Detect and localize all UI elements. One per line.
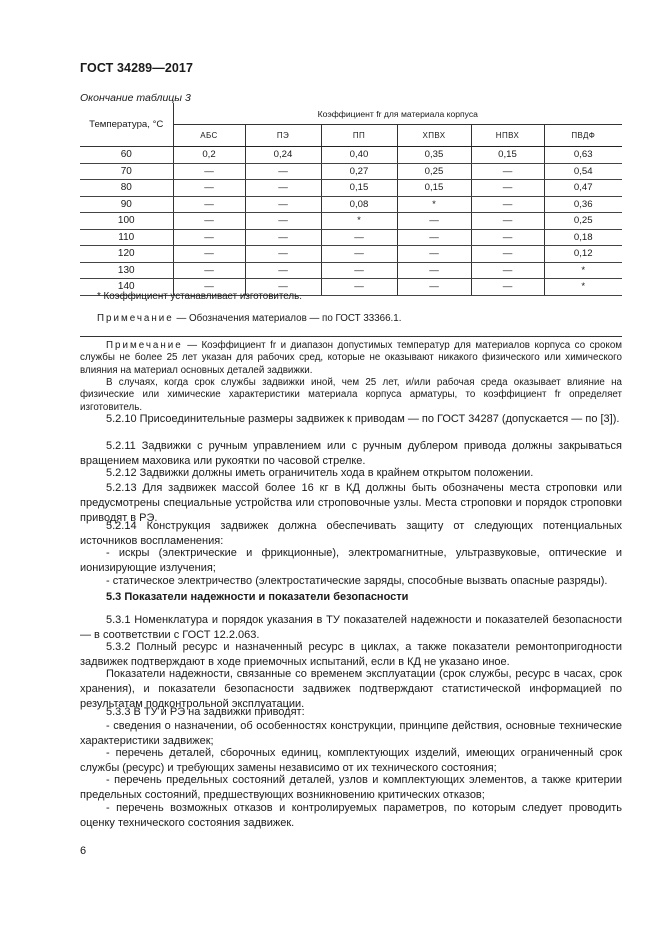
clause-5-3-1: 5.3.1 Номенклатура и порядок указания в ТУ показателей надежности и показателей безопасности — в соответствии с ГОСТ 12.2.063. (80, 614, 622, 641)
coefficient-cell: 0,25 (397, 163, 471, 180)
coefficient-column-header: Коэффициент fr для материала корпуса (173, 103, 622, 125)
material-header-cell: ПП (321, 125, 397, 147)
temperature-cell: 70 (80, 163, 173, 180)
page-number: 6 (80, 845, 87, 857)
coefficient-cell: 0,15 (397, 180, 471, 197)
temperature-cell: 90 (80, 196, 173, 213)
material-header-cell: ПЭ (245, 125, 321, 147)
temperature-cell: 60 (80, 147, 173, 164)
coefficient-cell: — (245, 262, 321, 279)
table-note-label: Примечание (97, 313, 174, 324)
table-row (80, 147, 622, 164)
coefficient-cell: — (397, 213, 471, 230)
coefficient-cell: — (245, 279, 321, 296)
coefficient-cell: 0,15 (471, 147, 544, 164)
table-row (80, 196, 622, 213)
coefficient-cell: — (471, 163, 544, 180)
coefficient-cell: * (397, 196, 471, 213)
coefficient-cell: — (471, 262, 544, 279)
coefficient-cell: 0,63 (544, 147, 622, 164)
coefficient-cell: — (321, 246, 397, 263)
coefficient-cell: 0,25 (544, 213, 622, 230)
table-row (80, 262, 622, 279)
coefficient-cell: 0,54 (544, 163, 622, 180)
note-1-text: — Коэффициент fr и диапазон допустимых температур для материалов корпуса со сроком службы не более 25 лет указан для рабочих сред, которые не оказывают никакого физического или химического влияния на материал основных деталей задвижки. (80, 340, 622, 376)
coefficient-cell: — (245, 229, 321, 246)
coefficient-cell: — (471, 180, 544, 197)
coefficient-cell: 0,27 (321, 163, 397, 180)
table-header-row (80, 103, 622, 125)
list-item: - статическое электричество (электростатические заряды, способные вызвать опасные разряды). (106, 575, 608, 587)
table-row (80, 180, 622, 197)
coefficient-cell: — (245, 213, 321, 230)
coefficient-cell: — (471, 246, 544, 263)
table-note-text: — Обозначения материалов — по ГОСТ 33366.1. (173, 313, 402, 324)
coefficient-cell: — (471, 196, 544, 213)
coefficient-cell: — (173, 196, 245, 213)
coefficient-cell: — (245, 196, 321, 213)
list-item: - перечень возможных отказов и контролируемых параметров, по которым следует проводить оценку технического состояния задвижек. (80, 802, 622, 829)
coefficient-cell: 0,47 (544, 180, 622, 197)
list-item: - перечень деталей, сборочных единиц, комплектующих изделий, имеющих ограниченный срок службы (ресурс) и требующих замены независимо от их технического состояния; (80, 747, 622, 774)
coefficient-cell: 0,24 (245, 147, 321, 164)
coefficient-cell: * (544, 262, 622, 279)
temperature-cell: 110 (80, 229, 173, 246)
table-notes (80, 287, 622, 337)
note-1 (80, 340, 622, 377)
temperature-column-header: Температура, °C (80, 103, 173, 147)
section-5-3-title: 5.3 Показатели надежности и показатели безопасности (106, 591, 409, 603)
coefficient-cell: — (397, 229, 471, 246)
coefficient-cell: — (397, 262, 471, 279)
table-row (80, 229, 622, 246)
table-footnote: * Коэффициент устанавливает изготовитель. (97, 291, 302, 302)
coefficient-cell: 0,35 (397, 147, 471, 164)
table-row (80, 246, 622, 263)
note-1-label: Примечание (106, 340, 183, 351)
coefficient-cell: 0,36 (544, 196, 622, 213)
table-body (80, 147, 622, 296)
coefficient-cell: — (173, 180, 245, 197)
clause-5-2-12: 5.2.12 Задвижки должны иметь ограничитель хода в крайнем открытом положении. (106, 467, 534, 479)
coefficient-cell: — (397, 279, 471, 296)
coefficient-cell: — (173, 246, 245, 263)
list-item: - сведения о назначении, об особенностях конструкции, принципе действия, основные технические характеристики задвижек; (80, 720, 622, 747)
coefficient-cell: — (173, 279, 245, 296)
coefficient-cell: — (397, 246, 471, 263)
coefficient-cell: — (321, 279, 397, 296)
clause-5-2-10: 5.2.10 Присоединительные размеры задвижек к приводам — по ГОСТ 34287 (допускается — по [3]). (106, 413, 620, 425)
coefficient-cell: 0,08 (321, 196, 397, 213)
clause-5-2-14: 5.2.14 Конструкция задвижек должна обеспечивать защиту от следующих потенциальных источников воспламенения: (80, 520, 622, 547)
table-row (80, 163, 622, 180)
coefficient-cell: — (471, 213, 544, 230)
table-row (80, 213, 622, 230)
temperature-cell: 80 (80, 180, 173, 197)
document-header: ГОСТ 34289—2017 (80, 61, 194, 75)
material-header-cell: НПВХ (471, 125, 544, 147)
coefficient-cell: 0,2 (173, 147, 245, 164)
reliability-paragraph: Показатели надежности, связанные со временем эксплуатации (срок службы, ресурс в часах, срок хранения), и показатели безопасности задвижек подтверждают статистической информацией по результатам подконтрольной эксплуатации. (80, 668, 622, 710)
list-item: - перечень предельных состояний деталей, узлов и комплектующих элементов, а также критерии предельных состояний, предшествующих возникновению критических отказов; (80, 774, 622, 801)
coefficient-cell: 0,18 (544, 229, 622, 246)
material-header-cell: ХПВХ (397, 125, 471, 147)
coefficient-cell: * (321, 213, 397, 230)
temperature-cell: 130 (80, 262, 173, 279)
table-note (97, 313, 401, 324)
coefficient-cell: — (471, 279, 544, 296)
coefficient-cell: — (245, 246, 321, 263)
note-2: В случаях, когда срок службы задвижки иной, чем 25 лет, и/или рабочая среда оказывает влияние на физические или химические характеристики материала корпуса арматуры, то коэффициент fr определяет изготовитель. (80, 377, 622, 413)
clause-5-2-13: 5.2.13 Для задвижек массой более 16 кг в КД должны быть обозначены места строповки или предусмотрены специальные устройства или строповочные узлы. Места строповки и порядок строповки приводят в РЭ. (80, 482, 622, 524)
clause-5-3-3: 5.3.3 В ТУ и РЭ на задвижки приводят: (106, 706, 305, 718)
coefficient-cell: * (544, 279, 622, 296)
coefficient-cell: — (173, 229, 245, 246)
table-caption: Окончание таблицы 3 (80, 92, 191, 104)
material-header-cell: АБС (173, 125, 245, 147)
coefficient-cell: 0,40 (321, 147, 397, 164)
coefficient-cell: — (245, 180, 321, 197)
coefficient-cell: — (471, 229, 544, 246)
coefficient-cell: — (321, 229, 397, 246)
clause-5-2-11: 5.2.11 Задвижки с ручным управлением или с ручным дублером привода должны закрываться вращением маховика или рукоятки по часовой стрелке. (80, 440, 622, 467)
temperature-cell: 120 (80, 246, 173, 263)
coefficient-cell: — (245, 163, 321, 180)
coefficient-cell: — (173, 262, 245, 279)
coefficient-table (80, 103, 622, 296)
list-item: - искры (электрические и фрикционные), электромагнитные, ультразвуковые, оптические и ионизирующие излучения; (80, 547, 622, 574)
temperature-cell: 140 (80, 279, 173, 296)
coefficient-cell: 0,15 (321, 180, 397, 197)
coefficient-cell: — (321, 262, 397, 279)
clause-5-3-2: 5.3.2 Полный ресурс и назначенный ресурс в циклах, а также показатели ремонтопригодности задвижек подтверждают в ходе приемочных испытаний, если в КД не указано иное. (80, 641, 622, 668)
coefficient-cell: 0,12 (544, 246, 622, 263)
coefficient-cell: — (173, 213, 245, 230)
material-header-cell: ПВДФ (544, 125, 622, 147)
coefficient-cell: — (173, 163, 245, 180)
temperature-cell: 100 (80, 213, 173, 230)
